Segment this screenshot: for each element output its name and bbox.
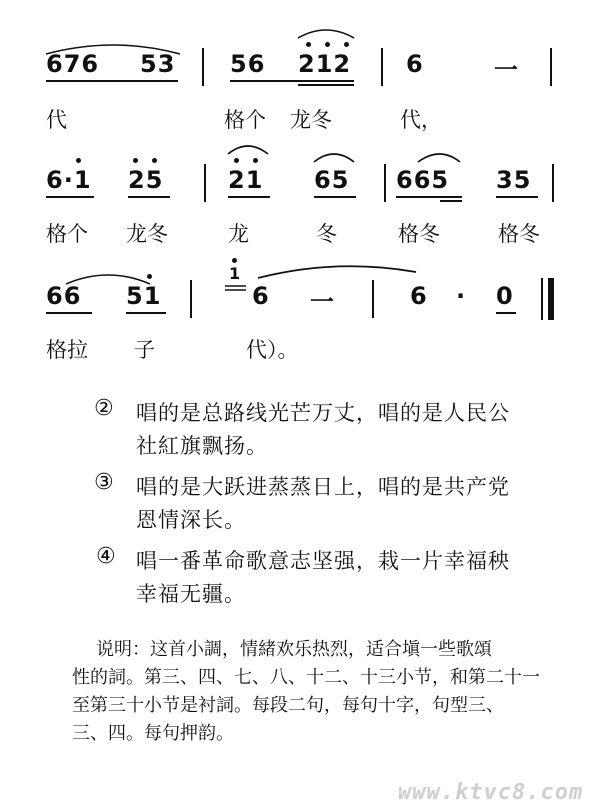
underline <box>440 200 462 202</box>
lyric: 子 <box>134 338 155 362</box>
note-group: 56 <box>230 50 266 78</box>
grace-note: 1 <box>229 264 241 283</box>
explanation-line: 三、四。每句押韵。 <box>72 723 234 744</box>
verse-marker: ② <box>94 396 115 421</box>
slur <box>296 26 358 40</box>
underline <box>298 84 354 86</box>
barline <box>552 164 554 202</box>
final-barline-thick <box>548 278 554 320</box>
underline <box>46 196 94 198</box>
lyric: 代 <box>46 108 67 132</box>
underline <box>230 80 354 82</box>
lyric: 代， <box>400 108 442 132</box>
lyric: 龙冬 <box>126 222 168 246</box>
underline <box>496 312 516 314</box>
barline <box>202 48 204 86</box>
barline <box>381 48 383 86</box>
barline <box>384 164 386 202</box>
tie <box>256 262 420 280</box>
octave-dot <box>325 42 330 47</box>
note-group: 25 <box>128 166 164 194</box>
underline <box>128 196 170 198</box>
note-group: 35 <box>496 166 532 194</box>
lyric: 格个 <box>224 108 266 132</box>
octave-dot <box>232 258 237 263</box>
explanation-line: 说明：这首小調，情緒欢乐热烈，适合塡一些歌頌 <box>96 639 492 660</box>
slur <box>312 150 358 164</box>
slur <box>226 142 272 156</box>
verse-marker: ③ <box>94 470 115 495</box>
underline <box>314 196 356 198</box>
octave-dot <box>76 158 81 163</box>
lyric: 代）。 <box>246 338 299 362</box>
barline <box>372 280 374 318</box>
note-group: 51 <box>126 282 162 310</box>
note-group: 53 <box>140 50 176 78</box>
lyric: 格冬 <box>498 222 540 246</box>
verse-line: 唱的是总路线光芒万丈，唱的是人民公 <box>136 401 510 425</box>
lyric: 龙 <box>228 222 249 246</box>
note-group: 212 <box>298 50 352 78</box>
note-group: 66 <box>46 282 82 310</box>
lyric: 格冬 <box>398 222 440 246</box>
underline <box>46 80 178 82</box>
watermark: www.ktvc8.com <box>398 780 584 805</box>
underline <box>228 196 270 198</box>
note-group: 6·1 <box>46 166 92 194</box>
underline <box>396 196 462 198</box>
grace-mark <box>224 284 248 292</box>
verse-line: 唱的是大跃进蒸蒸日上，唱的是共产党 <box>136 475 510 499</box>
verse-marker: ④ <box>96 544 117 569</box>
dash: 一 <box>310 288 335 316</box>
lyric: 冬 <box>316 222 337 246</box>
octave-dot <box>152 158 157 163</box>
rest: 0 <box>496 282 514 310</box>
barline <box>204 164 206 202</box>
octave-dot <box>344 42 349 47</box>
lyric: 格拉 <box>46 338 88 362</box>
verse-line: 幸福无疆。 <box>136 582 246 606</box>
explanation-line: 至第三十小节是衬詞。每段二句，每句十字，句型三、 <box>72 695 504 716</box>
verse-line: 社紅旗飘扬。 <box>136 434 268 458</box>
verse-line: 恩情深长。 <box>136 508 246 532</box>
note-group: 6 <box>410 282 428 310</box>
verse-line: 唱一番革命歌意志坚强，栽一片幸福秧 <box>136 549 510 573</box>
octave-dot <box>253 158 258 163</box>
lyric: 格个 <box>46 222 88 246</box>
note-group: 6 <box>406 50 424 78</box>
octave-dot <box>147 274 152 279</box>
octave-dot <box>133 158 138 163</box>
dash: 一 <box>494 56 519 84</box>
note-group: 665 <box>396 166 450 194</box>
note-group: 676 <box>46 50 100 78</box>
underline <box>46 312 92 314</box>
barline <box>550 48 552 86</box>
octave-dot <box>234 158 239 163</box>
barline <box>190 280 192 318</box>
note-group: 65 <box>314 166 350 194</box>
dot-extension: · <box>456 282 467 310</box>
explanation-line: 性的詞。第三、四、七、八、十二、十三小节，和第二十一 <box>72 667 540 688</box>
underline <box>126 312 166 314</box>
note-group: 21 <box>228 166 264 194</box>
slur <box>416 150 464 164</box>
note-group: 6 <box>252 282 270 310</box>
underline <box>496 196 538 198</box>
final-barline-thin <box>541 278 543 320</box>
octave-dot <box>306 42 311 47</box>
lyric: 龙冬 <box>290 108 332 132</box>
